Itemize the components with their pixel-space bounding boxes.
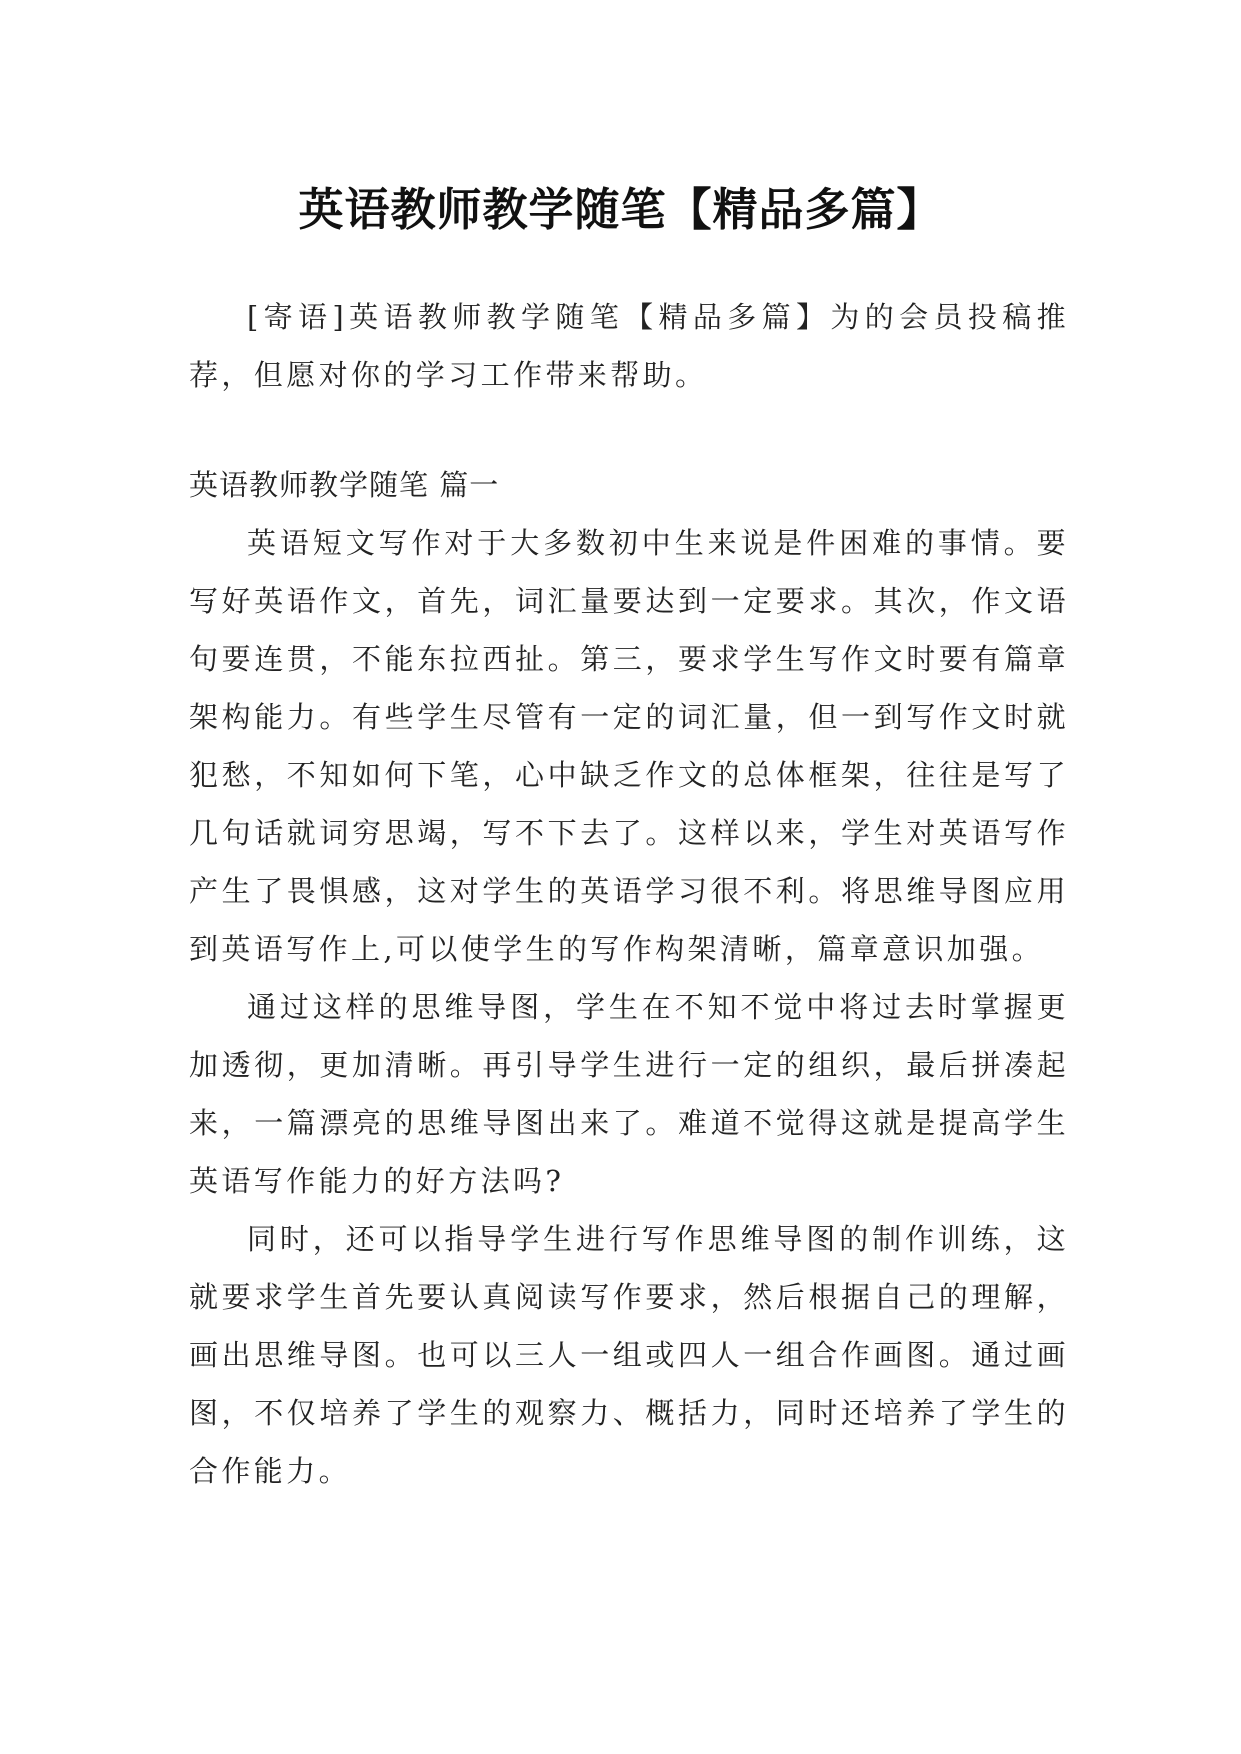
body-paragraph-2: 通过这样的思维导图，学生在不知不觉中将过去时掌握更加透彻，更加清晰。再引导学生进行一定的组织，最后拼凑起来，一篇漂亮的思维导图出来了。难道不觉得这就是提高学生英语写作能力的好方法吗? [189,990,1069,1198]
section-heading: 英语教师教学随笔 篇一 [189,468,500,502]
body-paragraph-3: 同时，还可以指导学生进行写作思维导图的制作训练，这就要求学生首先要认真阅读写作要求，然后根据自己的理解，画出思维导图。也可以三人一组或四人一组合作画图。通过画图，不仅培养了学生的观察力、概括力，同时还培养了学生的合作能力。 [189,1222,1069,1488]
document-title: 英语教师教学随笔【精品多篇】 [298,183,943,237]
document-body [189,288,1069,1500]
body-paragraph-1: 英语短文写作对于大多数初中生来说是件困难的事情。要写好英语作文，首先，词汇量要达到一定要求。其次，作文语句要连贯，不能东拉西扯。第三，要求学生写作文时要有篇章架构能力。有些学生尽管有一定的词汇量，但一到写作文时就犯愁，不知如何下笔，心中缺乏作文的总体框架，往往是写了几句话就词穷思竭，写不下去了。这样以来，学生对英语写作产生了畏惧感，这对学生的英语学习很不利。将思维导图应用到英语写作上,可以使学生的写作构架清晰，篇章意识加强。 [189,526,1069,966]
intro-paragraph: [寄语]英语教师教学随笔【精品多篇】为的会员投稿推荐，但愿对你的学习工作带来帮助。 [189,300,1069,392]
